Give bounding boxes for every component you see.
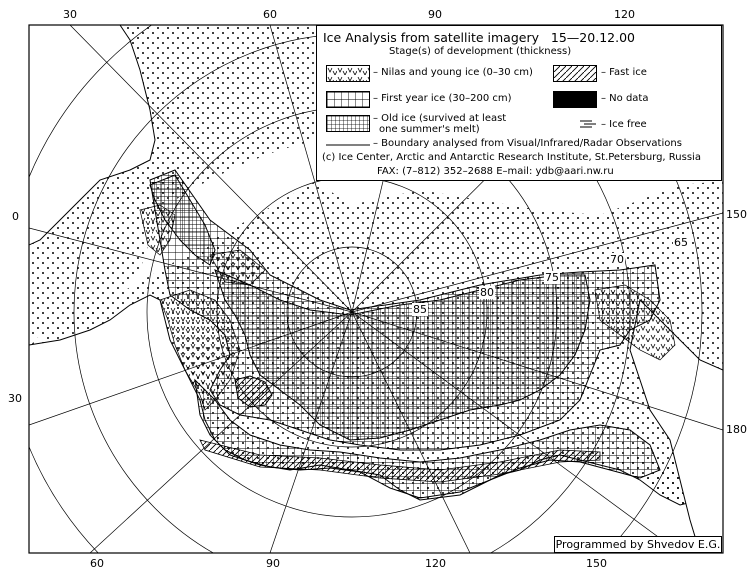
swatch-no-data [553,91,597,108]
legend-title: Ice Analysis from satellite imagery 15—20.12.00 [323,30,635,45]
left-tick-30: 30 [8,392,22,405]
swatch-first-year [326,91,370,108]
legend-first-year: – First year ice (30–200 cm) [373,93,512,104]
top-tick-120: 120 [614,8,635,21]
legend-contact: FAX: (7–812) 352–2688 E–mail: ydb@aari.nw.ru [377,166,614,177]
swatch-nilas [326,65,370,82]
lat-label-85: 85 [413,303,427,316]
bottom-tick-90: 90 [266,557,280,570]
swatch-boundary [326,144,370,146]
lat-label-80: 80 [480,286,494,299]
right-tick-150: 150 [726,208,747,221]
swatch-ice-free [579,119,597,129]
bottom-tick-150: 150 [586,557,607,570]
swatch-fast-ice [553,65,597,82]
top-tick-60: 60 [263,8,277,21]
legend-old-ice: – Old ice (survived at least one summer's melt) [373,113,507,135]
top-tick-90: 90 [428,8,442,21]
top-tick-30: 30 [63,8,77,21]
lat-label-70: 70 [610,253,624,266]
swatch-old-ice [326,115,370,132]
map-legend [316,25,722,181]
legend-fast-ice: – Fast ice [601,67,647,78]
lat-label-65: 65 [674,236,688,249]
legend-copyright: (c) Ice Center, Arctic and Antarctic Research Institute, St.Petersburg, Russia [322,152,701,163]
legend-no-data: – No data [601,93,649,104]
right-tick-180: 180 [726,423,747,436]
bottom-tick-60: 60 [90,557,104,570]
credit-box: Programmed by Shvedov E.G. [555,538,721,551]
legend-ice-free: – Ice free [601,119,647,130]
lat-label-75: 75 [545,271,559,284]
legend-nilas: – Nilas and young ice (0–30 cm) [373,67,533,78]
left-tick-0: 0 [12,210,19,223]
legend-boundary: – Boundary analysed from Visual/Infrared/Radar Observations [373,138,682,149]
legend-subtitle: Stage(s) of development (thickness) [389,46,572,57]
bottom-tick-120: 120 [425,557,446,570]
legend-date: 15—20.12.00 [550,30,635,45]
